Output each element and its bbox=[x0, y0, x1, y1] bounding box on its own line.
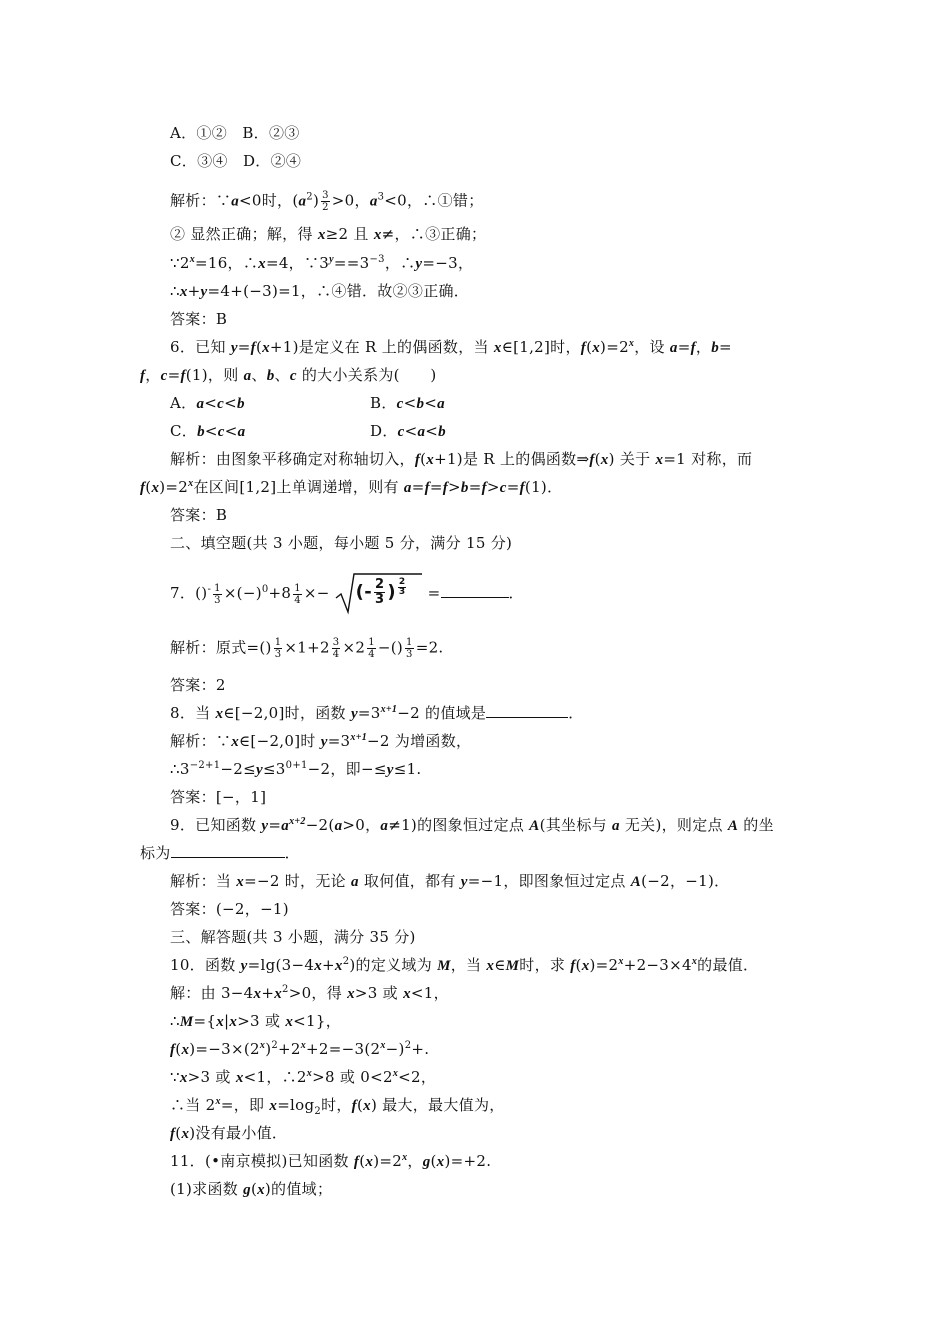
option-line-ab: A．①② B．②③ bbox=[170, 124, 300, 142]
question-10: 10．函数 $y=\lg(3-4x+x^2)$的定义域为 M，当 x∈M时，求 $f(x)=2^x+2-3\times 4^x$的最值． bbox=[170, 956, 759, 974]
question-6-options-cd bbox=[170, 421, 446, 443]
answer-q8: 答案：[−，1] bbox=[170, 788, 267, 806]
option-a: A．a<c<b bbox=[170, 394, 245, 412]
section-heading-fill-in: 二、填空题(共 3 小题，每小题 5 分，满分 15 分) bbox=[170, 534, 513, 552]
analysis-q8-line-2: $\therefore 3^{-2+1}-2\le y\le 3^{0+1}-2$，即−≤y≤1. bbox=[170, 760, 422, 778]
option-d: D．c<a<b bbox=[370, 422, 446, 440]
solution-q10-line-6: f(x)没有最小值． bbox=[170, 1124, 288, 1142]
analysis-q7: 解析：原式=() $\frac{1}{3}$ ×1+2 $\frac{3}{4}$ ×2 $\frac{1}{4}$ −() $\frac{1}{3}$ =2. bbox=[170, 637, 444, 660]
fraction-3-2: $\frac{3}{2}$ bbox=[322, 190, 329, 213]
analysis-line-2: ② 显然正确；解，得 x≥2 且 x≠，∴③正确； bbox=[170, 225, 487, 243]
fraction-1-3: $\frac{1}{3}$ bbox=[214, 582, 221, 606]
analysis-q6-line-1: 解析：由图象平移确定对称轴切入，f(x+1)是 R 上的偶函数⇒f(x) 关于 x=1 对称，而 bbox=[170, 450, 753, 468]
analysis-line-3: $\because 2^x=16$，∴x=4，$\because 3^y==3^{-3}$，∴y=−3， bbox=[170, 254, 474, 272]
question-7: 7．()- $\frac{1}{3}$ $\times(-)^0+8$ $\frac{1}{4}$ ×− (- $\frac{2}{3}$ ) $^{\frac{2}{3}}$ = ． bbox=[170, 572, 524, 594]
section-heading-solve: 三、解答题(共 3 小题，满分 35 分) bbox=[170, 928, 416, 946]
question-11: 11．(•南京模拟)已知函数 $f(x)=2^x$，g(x)=+2. bbox=[170, 1152, 492, 1170]
answer-blank-q7[interactable] bbox=[441, 583, 509, 598]
analysis-q9: 解析：当 x=−2 时，无论 a 取何值，都有 y=−1，即图象恒过定点 A(−2，−1)． bbox=[170, 872, 730, 890]
analysis-q8-line-1: 解析：∵x∈[−2,0]时 $y=3^{x+1}-2$ 为增函数， bbox=[170, 732, 472, 750]
answer-q9: 答案：(−2，−1) bbox=[170, 900, 289, 918]
answer-blank-q9[interactable] bbox=[171, 843, 285, 858]
question-8: 8．当 x∈[−2,0]时，函数 $y=3^{x+1}-2$ 的值域是 ． bbox=[170, 704, 584, 722]
question-11-part-1: (1)求函数 g(x)的值域； bbox=[170, 1180, 333, 1198]
question-6-line-2: f，c=f(1)，则 a、b、c 的大小关系为( ) bbox=[140, 366, 437, 384]
solution-q10-line-2: ∴M={x|x>3 或 x<1}， bbox=[170, 1012, 342, 1030]
question-9-line-1: 9．已知函数 $y=a^{x+2}-2(a>0$，a≠1)的图象恒过定点 A(其坐标与 a 无关)，则定点 A 的坐 bbox=[170, 816, 774, 834]
radical-expression: (- $\frac{2}{3}$ ) $^{\frac{2}{3}}$ bbox=[334, 572, 424, 616]
question-9-line-2: 标为 ． bbox=[140, 844, 300, 862]
analysis-line-1: 解析：∵a<0时，$(a^2)$ $\frac{3}{2}$ >0，$a^3<0$，∴①错； bbox=[170, 190, 484, 213]
option-c: C．b<c<a bbox=[170, 422, 246, 440]
option-line-cd: C．③④ D．②④ bbox=[170, 152, 302, 170]
answer-q6: 答案：B bbox=[170, 506, 228, 524]
question-6-line-1: 6．已知 y=f(x+1)是定义在 R 上的偶函数，当 x∈[1,2]时，$f(x)=2^x$，设 a=f，b= bbox=[170, 338, 732, 356]
analysis-line-4: ∴x+y=4+(−3)=1，∴④错．故②③正确． bbox=[170, 282, 470, 300]
answer-blank-q8[interactable] bbox=[486, 703, 568, 718]
answer-q7: 答案：2 bbox=[170, 676, 226, 694]
analysis-q6-line-2: $f(x)=2^x$在区间[1,2]上单调递增，则有 a=f=f>b=f>c=f(1)． bbox=[140, 478, 563, 496]
answer-q5: 答案：B bbox=[170, 310, 228, 328]
option-b: B．c<b<a bbox=[370, 394, 445, 412]
fraction-1-4: $\frac{1}{4}$ bbox=[294, 582, 301, 606]
question-6-options-ab bbox=[170, 393, 445, 415]
solution-q10-line-1: 解：由 $3-4x+x^2>0$，得 x>3 或 x<1， bbox=[170, 984, 449, 1002]
solution-q10-line-5: ∴当 $2^x=$，即 $x=\log_2$时，f(x) 最大，最大值为， bbox=[170, 1096, 505, 1117]
solution-q10-line-3: $f(x)=-3\times(2^x)^2+2^x+2=-3(2^x-)^2+$. bbox=[170, 1040, 430, 1058]
solution-q10-line-4: ∵x>3 或 x<1，$\therefore 2^x>8$ 或 $0<2^x<2$， bbox=[170, 1068, 437, 1086]
